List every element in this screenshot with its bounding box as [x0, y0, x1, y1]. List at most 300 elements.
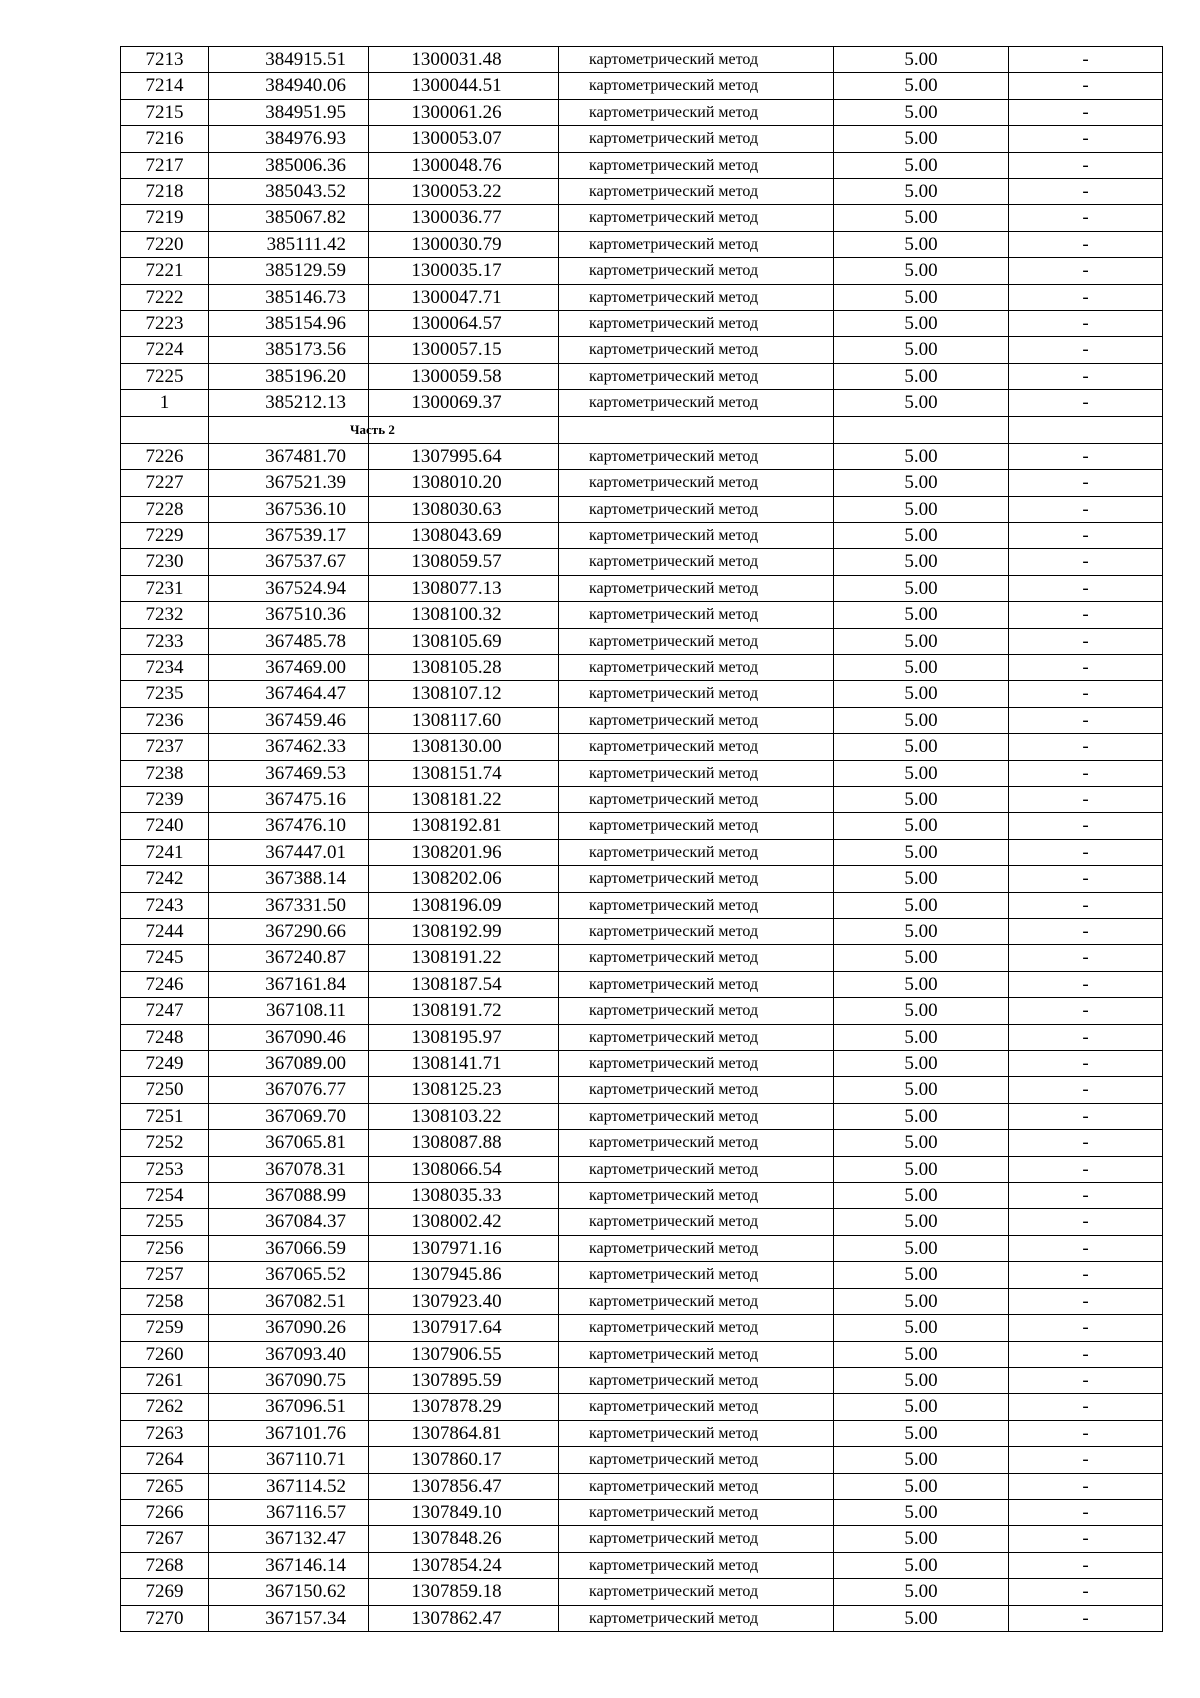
method-cell: картометрический метод: [559, 1605, 834, 1631]
table-row: [121, 99, 1163, 125]
point-number-cell: 7226: [121, 443, 209, 469]
method-cell: картометрический метод: [559, 1024, 834, 1050]
note-cell: -: [1009, 47, 1163, 73]
x-coordinate-cell: 385129.59: [209, 258, 369, 284]
note-cell: -: [1009, 1605, 1163, 1631]
point-number-cell: 7214: [121, 73, 209, 99]
note-cell: -: [1009, 284, 1163, 310]
x-coordinate-cell: 385196.20: [209, 363, 369, 389]
point-number-cell: 7264: [121, 1447, 209, 1473]
point-number-cell: 7269: [121, 1579, 209, 1605]
method-cell: картометрический метод: [559, 1103, 834, 1129]
point-number-cell: 7228: [121, 496, 209, 522]
y-coordinate-cell: 1300064.57: [369, 311, 559, 337]
table-row: [121, 205, 1163, 231]
note-cell: -: [1009, 1103, 1163, 1129]
note-cell: -: [1009, 1262, 1163, 1288]
x-coordinate-cell: 367469.53: [209, 760, 369, 786]
accuracy-cell: 5.00: [834, 760, 1009, 786]
x-coordinate-cell: 367110.71: [209, 1447, 369, 1473]
x-coordinate-cell: 367464.47: [209, 681, 369, 707]
empty-cell: [369, 416, 559, 443]
y-coordinate-cell: 1308125.23: [369, 1077, 559, 1103]
table-row: [121, 443, 1163, 469]
x-coordinate-cell: 367510.36: [209, 602, 369, 628]
accuracy-cell: 5.00: [834, 971, 1009, 997]
accuracy-cell: 5.00: [834, 1156, 1009, 1182]
y-coordinate-cell: 1308191.72: [369, 998, 559, 1024]
point-number-cell: 7255: [121, 1209, 209, 1235]
y-coordinate-cell: 1308059.57: [369, 549, 559, 575]
point-number-cell: 7219: [121, 205, 209, 231]
accuracy-cell: 5.00: [834, 73, 1009, 99]
method-cell: картометрический метод: [559, 707, 834, 733]
note-cell: -: [1009, 575, 1163, 601]
note-cell: -: [1009, 1235, 1163, 1261]
point-number-cell: 7248: [121, 1024, 209, 1050]
table-row: [121, 1315, 1163, 1341]
y-coordinate-cell: 1307854.24: [369, 1552, 559, 1578]
empty-cell: [559, 416, 834, 443]
point-number-cell: 7235: [121, 681, 209, 707]
note-cell: -: [1009, 1315, 1163, 1341]
y-coordinate-cell: 1307945.86: [369, 1262, 559, 1288]
method-cell: картометрический метод: [559, 1315, 834, 1341]
accuracy-cell: 5.00: [834, 1579, 1009, 1605]
method-cell: картометрический метод: [559, 1288, 834, 1314]
table-row: [121, 1473, 1163, 1499]
method-cell: картометрический метод: [559, 522, 834, 548]
x-coordinate-cell: 367521.39: [209, 470, 369, 496]
accuracy-cell: 5.00: [834, 231, 1009, 257]
note-cell: -: [1009, 258, 1163, 284]
accuracy-cell: 5.00: [834, 707, 1009, 733]
x-coordinate-cell: 367076.77: [209, 1077, 369, 1103]
point-number-cell: 7262: [121, 1394, 209, 1420]
accuracy-cell: 5.00: [834, 258, 1009, 284]
accuracy-cell: 5.00: [834, 522, 1009, 548]
accuracy-cell: 5.00: [834, 1235, 1009, 1261]
table-row: [121, 522, 1163, 548]
method-cell: картометрический метод: [559, 470, 834, 496]
point-number-cell: 7239: [121, 786, 209, 812]
x-coordinate-cell: 385006.36: [209, 152, 369, 178]
x-coordinate-cell: 367114.52: [209, 1473, 369, 1499]
method-cell: картометрический метод: [559, 337, 834, 363]
y-coordinate-cell: 1308035.33: [369, 1183, 559, 1209]
y-coordinate-cell: 1308087.88: [369, 1130, 559, 1156]
x-coordinate-cell: 367101.76: [209, 1420, 369, 1446]
method-cell: картометрический метод: [559, 126, 834, 152]
point-number-cell: 7229: [121, 522, 209, 548]
accuracy-cell: 5.00: [834, 786, 1009, 812]
point-number-cell: 7246: [121, 971, 209, 997]
method-cell: картометрический метод: [559, 1394, 834, 1420]
point-number-cell: 7268: [121, 1552, 209, 1578]
method-cell: картометрический метод: [559, 390, 834, 416]
y-coordinate-cell: 1307906.55: [369, 1341, 559, 1367]
point-number-cell: 7241: [121, 839, 209, 865]
y-coordinate-cell: 1308105.28: [369, 654, 559, 680]
note-cell: -: [1009, 549, 1163, 575]
method-cell: картометрический метод: [559, 258, 834, 284]
accuracy-cell: 5.00: [834, 575, 1009, 601]
note-cell: -: [1009, 1183, 1163, 1209]
method-cell: картометрический метод: [559, 205, 834, 231]
x-coordinate-cell: 367078.31: [209, 1156, 369, 1182]
table-row: [121, 363, 1163, 389]
point-number-cell: 7233: [121, 628, 209, 654]
point-number-cell: 7237: [121, 734, 209, 760]
y-coordinate-cell: 1307860.17: [369, 1447, 559, 1473]
x-coordinate-cell: 367481.70: [209, 443, 369, 469]
table-row: [121, 47, 1163, 73]
point-number-cell: 7218: [121, 179, 209, 205]
x-coordinate-cell: 367331.50: [209, 892, 369, 918]
method-cell: картометрический метод: [559, 99, 834, 125]
accuracy-cell: 5.00: [834, 1447, 1009, 1473]
point-number-cell: 7224: [121, 337, 209, 363]
note-cell: -: [1009, 1552, 1163, 1578]
x-coordinate-cell: 367146.14: [209, 1552, 369, 1578]
point-number-cell: 7225: [121, 363, 209, 389]
y-coordinate-cell: 1307878.29: [369, 1394, 559, 1420]
method-cell: картометрический метод: [559, 1552, 834, 1578]
point-number-cell: 7263: [121, 1420, 209, 1446]
y-coordinate-cell: 1308043.69: [369, 522, 559, 548]
table-row: [121, 1552, 1163, 1578]
method-cell: картометрический метод: [559, 628, 834, 654]
note-cell: -: [1009, 734, 1163, 760]
accuracy-cell: 5.00: [834, 1552, 1009, 1578]
y-coordinate-cell: 1300035.17: [369, 258, 559, 284]
note-cell: -: [1009, 126, 1163, 152]
method-cell: картометрический метод: [559, 549, 834, 575]
table-row: [121, 1579, 1163, 1605]
note-cell: -: [1009, 866, 1163, 892]
method-cell: картометрический метод: [559, 1341, 834, 1367]
accuracy-cell: 5.00: [834, 892, 1009, 918]
method-cell: картометрический метод: [559, 760, 834, 786]
y-coordinate-cell: 1307971.16: [369, 1235, 559, 1261]
y-coordinate-cell: 1307923.40: [369, 1288, 559, 1314]
method-cell: картометрический метод: [559, 602, 834, 628]
method-cell: картометрический метод: [559, 786, 834, 812]
y-coordinate-cell: 1307864.81: [369, 1420, 559, 1446]
method-cell: картометрический метод: [559, 231, 834, 257]
table-row: [121, 1420, 1163, 1446]
x-coordinate-cell: 367065.81: [209, 1130, 369, 1156]
table-row: [121, 1077, 1163, 1103]
table-row: [121, 813, 1163, 839]
x-coordinate-cell: 367116.57: [209, 1499, 369, 1525]
table-row: [121, 839, 1163, 865]
y-coordinate-cell: 1307849.10: [369, 1499, 559, 1525]
accuracy-cell: 5.00: [834, 998, 1009, 1024]
y-coordinate-cell: 1300053.22: [369, 179, 559, 205]
note-cell: -: [1009, 1077, 1163, 1103]
table-row: [121, 1526, 1163, 1552]
method-cell: картометрический метод: [559, 1209, 834, 1235]
table-row: [121, 998, 1163, 1024]
x-coordinate-cell: 367161.84: [209, 971, 369, 997]
point-number-cell: 7213: [121, 47, 209, 73]
point-number-cell: 7236: [121, 707, 209, 733]
accuracy-cell: 5.00: [834, 1341, 1009, 1367]
x-coordinate-cell: 385212.13: [209, 390, 369, 416]
point-number-cell: 7216: [121, 126, 209, 152]
accuracy-cell: 5.00: [834, 1394, 1009, 1420]
y-coordinate-cell: 1308100.32: [369, 602, 559, 628]
point-number-cell: 7260: [121, 1341, 209, 1367]
accuracy-cell: 5.00: [834, 1103, 1009, 1129]
point-number-cell: 7265: [121, 1473, 209, 1499]
y-coordinate-cell: 1308105.69: [369, 628, 559, 654]
note-cell: -: [1009, 892, 1163, 918]
y-coordinate-cell: 1308077.13: [369, 575, 559, 601]
y-coordinate-cell: 1300057.15: [369, 337, 559, 363]
x-coordinate-cell: 367089.00: [209, 1051, 369, 1077]
x-coordinate-cell: 367069.70: [209, 1103, 369, 1129]
x-coordinate-cell: 367476.10: [209, 813, 369, 839]
accuracy-cell: 5.00: [834, 813, 1009, 839]
y-coordinate-cell: 1300031.48: [369, 47, 559, 73]
point-number-cell: 7245: [121, 945, 209, 971]
accuracy-cell: 5.00: [834, 179, 1009, 205]
note-cell: -: [1009, 1051, 1163, 1077]
y-coordinate-cell: 1308181.22: [369, 786, 559, 812]
x-coordinate-cell: 367150.62: [209, 1579, 369, 1605]
x-coordinate-cell: 367469.00: [209, 654, 369, 680]
x-coordinate-cell: 367090.26: [209, 1315, 369, 1341]
accuracy-cell: 5.00: [834, 866, 1009, 892]
note-cell: -: [1009, 654, 1163, 680]
table-row: [121, 945, 1163, 971]
x-coordinate-cell: 384915.51: [209, 47, 369, 73]
note-cell: -: [1009, 496, 1163, 522]
accuracy-cell: 5.00: [834, 99, 1009, 125]
accuracy-cell: 5.00: [834, 1024, 1009, 1050]
accuracy-cell: 5.00: [834, 839, 1009, 865]
x-coordinate-cell: 367132.47: [209, 1526, 369, 1552]
x-coordinate-cell: 367093.40: [209, 1341, 369, 1367]
table-row: [121, 311, 1163, 337]
empty-cell: [1009, 416, 1163, 443]
note-cell: -: [1009, 390, 1163, 416]
table-row: [121, 1156, 1163, 1182]
point-number-cell: 7250: [121, 1077, 209, 1103]
method-cell: картометрический метод: [559, 284, 834, 310]
point-number-cell: 7221: [121, 258, 209, 284]
note-cell: -: [1009, 231, 1163, 257]
point-number-cell: 7232: [121, 602, 209, 628]
accuracy-cell: 5.00: [834, 1526, 1009, 1552]
method-cell: картометрический метод: [559, 443, 834, 469]
note-cell: -: [1009, 522, 1163, 548]
note-cell: -: [1009, 1341, 1163, 1367]
y-coordinate-cell: 1308192.99: [369, 919, 559, 945]
method-cell: картометрический метод: [559, 311, 834, 337]
note-cell: -: [1009, 1288, 1163, 1314]
y-coordinate-cell: 1300061.26: [369, 99, 559, 125]
method-cell: картометрический метод: [559, 813, 834, 839]
method-cell: картометрический метод: [559, 575, 834, 601]
y-coordinate-cell: 1300053.07: [369, 126, 559, 152]
y-coordinate-cell: 1300036.77: [369, 205, 559, 231]
accuracy-cell: 5.00: [834, 311, 1009, 337]
table-row: [121, 73, 1163, 99]
method-cell: картометрический метод: [559, 892, 834, 918]
section-row: [121, 416, 1163, 443]
accuracy-cell: 5.00: [834, 1051, 1009, 1077]
y-coordinate-cell: 1307995.64: [369, 443, 559, 469]
x-coordinate-cell: 385111.42: [209, 231, 369, 257]
method-cell: картометрический метод: [559, 945, 834, 971]
point-number-cell: 1: [121, 390, 209, 416]
y-coordinate-cell: 1308002.42: [369, 1209, 559, 1235]
x-coordinate-cell: 385043.52: [209, 179, 369, 205]
method-cell: картометрический метод: [559, 73, 834, 99]
method-cell: картометрический метод: [559, 1262, 834, 1288]
note-cell: -: [1009, 628, 1163, 654]
x-coordinate-cell: 367108.11: [209, 998, 369, 1024]
table-row: [121, 1605, 1163, 1631]
point-number-cell: 7247: [121, 998, 209, 1024]
x-coordinate-cell: 367084.37: [209, 1209, 369, 1235]
table-row: [121, 284, 1163, 310]
note-cell: -: [1009, 919, 1163, 945]
accuracy-cell: 5.00: [834, 47, 1009, 73]
x-coordinate-cell: 367240.87: [209, 945, 369, 971]
accuracy-cell: 5.00: [834, 945, 1009, 971]
point-number-cell: 7257: [121, 1262, 209, 1288]
x-coordinate-cell: 367090.46: [209, 1024, 369, 1050]
table-row: [121, 786, 1163, 812]
table-row: [121, 681, 1163, 707]
x-coordinate-cell: 367088.99: [209, 1183, 369, 1209]
method-cell: картометрический метод: [559, 1447, 834, 1473]
point-number-cell: 7259: [121, 1315, 209, 1341]
note-cell: -: [1009, 760, 1163, 786]
table-row: [121, 496, 1163, 522]
table-row: [121, 1499, 1163, 1525]
table-row: [121, 1394, 1163, 1420]
table-row: [121, 337, 1163, 363]
accuracy-cell: 5.00: [834, 390, 1009, 416]
table-row: [121, 231, 1163, 257]
table-row: [121, 1262, 1163, 1288]
method-cell: картометрический метод: [559, 1367, 834, 1393]
accuracy-cell: 5.00: [834, 602, 1009, 628]
y-coordinate-cell: 1308187.54: [369, 971, 559, 997]
point-number-cell: 7240: [121, 813, 209, 839]
method-cell: картометрический метод: [559, 1579, 834, 1605]
point-number-cell: 7223: [121, 311, 209, 337]
table-row: [121, 179, 1163, 205]
method-cell: картометрический метод: [559, 1051, 834, 1077]
x-coordinate-cell: 385146.73: [209, 284, 369, 310]
y-coordinate-cell: 1308107.12: [369, 681, 559, 707]
accuracy-cell: 5.00: [834, 1077, 1009, 1103]
point-number-cell: 7267: [121, 1526, 209, 1552]
point-number-cell: 7253: [121, 1156, 209, 1182]
note-cell: -: [1009, 205, 1163, 231]
x-coordinate-cell: 367524.94: [209, 575, 369, 601]
x-coordinate-cell: 367157.34: [209, 1605, 369, 1631]
y-coordinate-cell: 1308010.20: [369, 470, 559, 496]
accuracy-cell: 5.00: [834, 681, 1009, 707]
x-coordinate-cell: 367090.75: [209, 1367, 369, 1393]
x-coordinate-cell: 384940.06: [209, 73, 369, 99]
note-cell: -: [1009, 1367, 1163, 1393]
note-cell: -: [1009, 786, 1163, 812]
note-cell: -: [1009, 839, 1163, 865]
accuracy-cell: 5.00: [834, 126, 1009, 152]
note-cell: -: [1009, 1156, 1163, 1182]
accuracy-cell: 5.00: [834, 1367, 1009, 1393]
y-coordinate-cell: 1307856.47: [369, 1473, 559, 1499]
y-coordinate-cell: 1308103.22: [369, 1103, 559, 1129]
point-number-cell: 7270: [121, 1605, 209, 1631]
x-coordinate-cell: 367462.33: [209, 734, 369, 760]
note-cell: -: [1009, 971, 1163, 997]
table-row: [121, 1183, 1163, 1209]
point-number-cell: 7242: [121, 866, 209, 892]
accuracy-cell: 5.00: [834, 284, 1009, 310]
accuracy-cell: 5.00: [834, 1420, 1009, 1446]
x-coordinate-cell: 367475.16: [209, 786, 369, 812]
table-row: [121, 654, 1163, 680]
y-coordinate-cell: 1300059.58: [369, 363, 559, 389]
accuracy-cell: 5.00: [834, 496, 1009, 522]
accuracy-cell: 5.00: [834, 549, 1009, 575]
method-cell: картометрический метод: [559, 1420, 834, 1446]
accuracy-cell: 5.00: [834, 470, 1009, 496]
accuracy-cell: 5.00: [834, 337, 1009, 363]
note-cell: -: [1009, 363, 1163, 389]
method-cell: картометрический метод: [559, 839, 834, 865]
method-cell: картометрический метод: [559, 1526, 834, 1552]
x-coordinate-cell: 367290.66: [209, 919, 369, 945]
point-number-cell: 7256: [121, 1235, 209, 1261]
point-number-cell: 7254: [121, 1183, 209, 1209]
empty-cell: [121, 416, 209, 443]
y-coordinate-cell: 1308141.71: [369, 1051, 559, 1077]
method-cell: картометрический метод: [559, 1130, 834, 1156]
accuracy-cell: 5.00: [834, 1209, 1009, 1235]
section-label: Часть 2: [209, 416, 369, 443]
note-cell: -: [1009, 707, 1163, 733]
x-coordinate-cell: 367096.51: [209, 1394, 369, 1420]
note-cell: -: [1009, 1394, 1163, 1420]
table-row: [121, 390, 1163, 416]
method-cell: картометрический метод: [559, 496, 834, 522]
table-row: [121, 892, 1163, 918]
note-cell: -: [1009, 311, 1163, 337]
y-coordinate-cell: 1308196.09: [369, 892, 559, 918]
accuracy-cell: 5.00: [834, 443, 1009, 469]
y-coordinate-cell: 1308195.97: [369, 1024, 559, 1050]
point-number-cell: 7220: [121, 231, 209, 257]
table-row: [121, 628, 1163, 654]
accuracy-cell: 5.00: [834, 1262, 1009, 1288]
method-cell: картометрический метод: [559, 734, 834, 760]
y-coordinate-cell: 1300069.37: [369, 390, 559, 416]
note-cell: -: [1009, 1579, 1163, 1605]
x-coordinate-cell: 384976.93: [209, 126, 369, 152]
table-row: [121, 1024, 1163, 1050]
point-number-cell: 7215: [121, 99, 209, 125]
